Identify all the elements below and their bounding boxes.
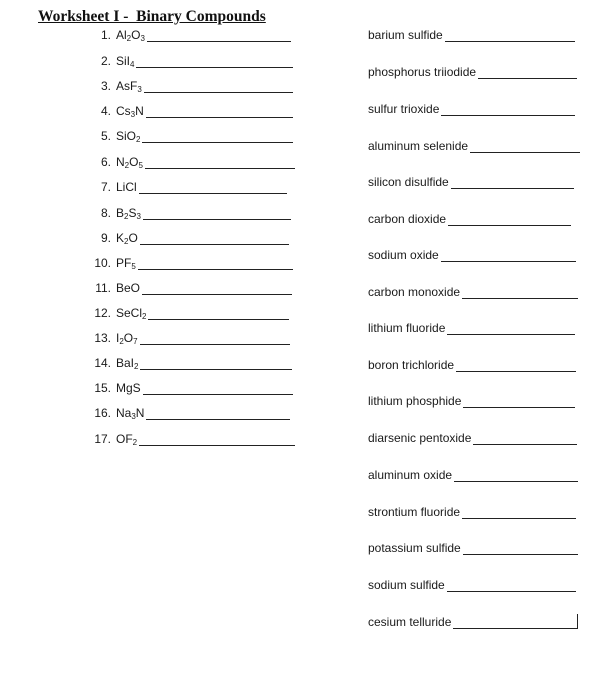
- compound-name: carbon dioxide: [368, 212, 447, 226]
- compound-name: sulfur trioxide: [368, 102, 440, 116]
- compound-name: carbon monoxide: [368, 285, 461, 299]
- chemical-formula: SiO$_2$: [116, 129, 141, 144]
- answer-blank[interactable]: [144, 79, 293, 93]
- chemical-formula: $I_2O_7$: [116, 331, 138, 346]
- chemical-formula: SeCl$_2$: [116, 306, 147, 321]
- chemical-formula: BaI$_2$: [116, 356, 139, 371]
- compound-name: sodium sulfide: [368, 578, 445, 592]
- question-row: [368, 319, 575, 335]
- compound-name: cesium telluride: [368, 615, 452, 629]
- question-number: 12.: [94, 306, 111, 320]
- worksheet-title: Worksheet I - Binary Compounds: [38, 8, 266, 25]
- answer-blank[interactable]: [142, 129, 293, 143]
- answer-blank[interactable]: [138, 256, 293, 270]
- question-number: 1.: [100, 28, 111, 42]
- question-number: 7.: [100, 180, 111, 194]
- question-row: [86, 379, 293, 395]
- question-number: 14.: [94, 356, 111, 370]
- question-number: 11.: [95, 281, 111, 295]
- answer-blank[interactable]: [462, 505, 576, 519]
- question-number: 13.: [94, 331, 111, 345]
- question-number: 8.: [100, 206, 111, 220]
- compound-name: silicon disulfide: [368, 175, 449, 189]
- answer-blank[interactable]: [145, 155, 295, 169]
- question-row: [86, 52, 293, 68]
- question-row: [86, 304, 289, 320]
- question-row: [368, 173, 574, 189]
- question-row: [368, 429, 577, 445]
- question-row: [368, 283, 578, 299]
- chemical-formula: $B_2S_3$: [116, 206, 141, 221]
- answer-blank[interactable]: [148, 306, 289, 320]
- compound-name: barium sulfide: [368, 28, 443, 42]
- question-row: [368, 210, 571, 226]
- question-row: [86, 204, 291, 220]
- chemical-formula: $OF_2$: [116, 432, 138, 447]
- chemical-formula: $PF_5$: [116, 256, 136, 271]
- chemical-formula: MgS: [116, 381, 141, 395]
- question-number: 5.: [100, 129, 111, 143]
- answer-blank[interactable]: [463, 541, 578, 555]
- question-row: [368, 137, 580, 153]
- chemical-formula: $K_2O$: [116, 231, 138, 246]
- question-row: [86, 279, 292, 295]
- answer-blank[interactable]: [146, 104, 293, 118]
- question-row: [368, 503, 576, 519]
- answer-blank[interactable]: [441, 102, 575, 116]
- answer-blank[interactable]: [451, 175, 574, 189]
- question-number: 17.: [94, 432, 111, 446]
- answer-blank[interactable]: [447, 321, 575, 335]
- answer-blank[interactable]: [143, 206, 291, 220]
- answer-blank[interactable]: [445, 28, 575, 42]
- compound-name: potassium sulfide: [368, 541, 461, 555]
- answer-blank[interactable]: [454, 468, 578, 482]
- question-row: [368, 576, 576, 592]
- answer-blank[interactable]: [146, 406, 290, 420]
- answer-blank[interactable]: [448, 212, 571, 226]
- chemical-formula: $Na_3N$: [116, 406, 145, 421]
- question-row: [368, 613, 578, 629]
- question-row: [368, 356, 576, 372]
- compound-name: lithium phosphide: [368, 394, 462, 408]
- question-row: [86, 153, 295, 169]
- answer-blank[interactable]: [142, 281, 292, 295]
- question-number: 16.: [94, 406, 111, 420]
- compound-name: aluminum oxide: [368, 468, 453, 482]
- question-number: 6.: [100, 155, 111, 169]
- question-row: [368, 246, 576, 262]
- answer-blank[interactable]: [136, 54, 293, 68]
- answer-blank[interactable]: [447, 578, 576, 592]
- compound-name: aluminum selenide: [368, 139, 469, 153]
- question-row: [368, 539, 578, 555]
- question-number: 3.: [100, 79, 111, 93]
- question-row: [86, 102, 293, 118]
- answer-blank[interactable]: [140, 356, 292, 370]
- answer-blank[interactable]: [453, 615, 577, 629]
- compound-name: phosphorus triiodide: [368, 65, 477, 79]
- chemical-formula: $Al_2O_3$: [116, 28, 145, 43]
- answer-blank[interactable]: [441, 248, 576, 262]
- answer-blank[interactable]: [139, 180, 287, 194]
- answer-blank[interactable]: [140, 231, 289, 245]
- question-row: [86, 229, 289, 245]
- compound-name: boron trichloride: [368, 358, 455, 372]
- answer-blank[interactable]: [147, 28, 291, 42]
- question-row: [368, 466, 578, 482]
- question-number: 10.: [94, 256, 111, 270]
- compound-name: lithium fluoride: [368, 321, 446, 335]
- answer-blank[interactable]: [463, 394, 575, 408]
- question-row: [86, 430, 295, 446]
- chemical-formula: $N_2O_5$: [116, 155, 143, 170]
- question-row: [86, 77, 293, 93]
- question-row: [368, 63, 577, 79]
- question-row: [86, 329, 290, 345]
- question-row: [86, 178, 287, 194]
- question-row: [86, 26, 291, 42]
- answer-blank[interactable]: [456, 358, 576, 372]
- question-row: [368, 392, 575, 408]
- question-row: [86, 127, 293, 143]
- answer-blank[interactable]: [143, 381, 293, 395]
- question-number: 4.: [100, 104, 111, 118]
- compound-name: sodium oxide: [368, 248, 439, 262]
- question-number: 2.: [100, 54, 111, 68]
- question-row: [86, 404, 290, 420]
- question-number: 15.: [94, 381, 111, 395]
- chemical-formula: $Cs_3N$: [116, 104, 144, 119]
- chemical-formula: LiCl: [116, 180, 137, 194]
- question-number: 9.: [100, 231, 111, 245]
- answer-blank[interactable]: [478, 65, 577, 79]
- chemical-formula: BeO: [116, 281, 141, 295]
- chemical-formula: AsF$_3$: [116, 79, 142, 94]
- chemical-formula: SiI$_4$: [116, 54, 135, 69]
- answer-blank[interactable]: [139, 432, 295, 446]
- compound-name: diarsenic pentoxide: [368, 431, 472, 445]
- answer-blank[interactable]: [140, 331, 290, 345]
- answer-blank[interactable]: [470, 139, 580, 153]
- question-row: [86, 254, 293, 270]
- question-row: [368, 100, 575, 116]
- answer-blank[interactable]: [462, 285, 578, 299]
- question-row: [368, 26, 575, 42]
- compound-name: strontium fluoride: [368, 505, 461, 519]
- text-cursor: [577, 614, 578, 629]
- question-row: [86, 354, 292, 370]
- answer-blank[interactable]: [473, 431, 577, 445]
